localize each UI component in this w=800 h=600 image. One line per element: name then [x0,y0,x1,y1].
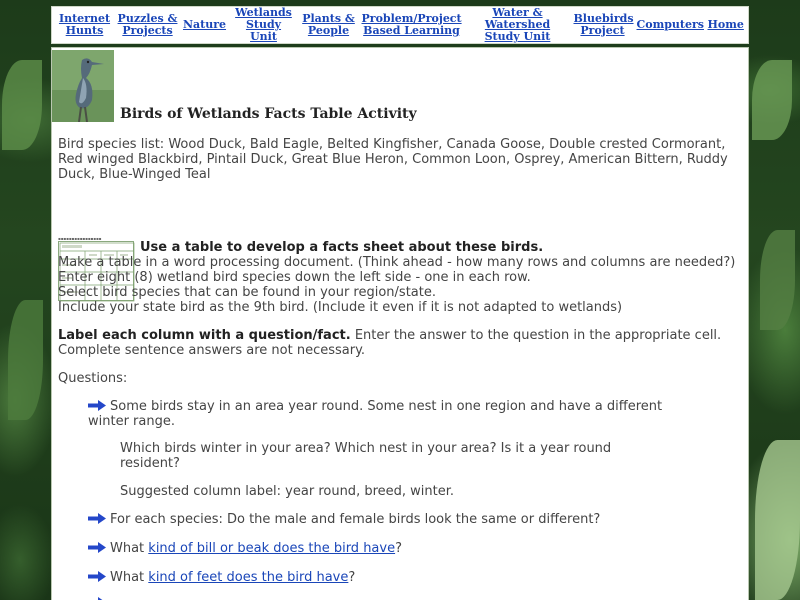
nav-link-nature[interactable]: Nature [182,18,227,31]
top-nav-bar [51,6,749,44]
arrow-right-icon [88,571,106,582]
nav-link-computers[interactable]: Computers [636,18,704,31]
instruction-line: Enter eight (8) wetland bird species down the left side - one in each row. [58,270,531,285]
question-item [88,541,708,556]
bill-beak-link[interactable]: kind of bill or beak does the bird have [148,541,396,556]
instruction-list [58,255,735,315]
nav-link-water-watershed[interactable]: Water & Watershed Study Unit [484,6,551,43]
instruction-line: Select bird species that can be found in your region/state. [58,285,436,300]
nav-link-home[interactable]: Home [707,18,744,31]
foliage-decoration [752,60,792,140]
question-suffix: ? [395,541,402,556]
main-content-panel [51,47,749,600]
question-text: Some birds stay in an area year round. Some nest in one region and have a different winter range. [88,399,663,429]
foliage-decoration [2,60,42,150]
foliage-decoration [755,440,800,600]
label-columns-bold: Label each column with a question/fact. [58,328,351,343]
instruction-line: Include your state bird as the 9th bird. (Include it even if it is not adapted to wetlands) [58,300,623,315]
foliage-decoration [760,230,795,330]
nav-link-problem-project-learning[interactable]: Problem/Project Based Learning [361,12,462,37]
arrow-right-icon [88,542,106,553]
question-item-partial [88,596,128,600]
question-text: For each species: Do the male and female birds look the same or different? [110,512,601,527]
question-suffix: ? [348,570,356,585]
foliage-decoration [8,300,43,420]
arrow-right-icon [88,400,106,411]
nav-link-bluebirds-project[interactable]: Bluebirds Project [573,12,634,37]
instruction-line: Make a table in a word processing document. (Think ahead - how many rows and columns are needed?) [58,255,736,270]
feet-link[interactable]: kind of feet does the bird have [148,570,349,585]
question-subtext: Which birds winter in your area? Which nest in your area? Is it a year round resident? [120,441,612,471]
label-columns-paragraph [58,328,742,358]
question-text: What [110,570,149,585]
question-item [88,570,708,585]
question-subtext: Suggested column label: year round, breed, winter. [120,484,455,499]
nav-link-wetlands-study-unit[interactable]: Wetlands Study Unit [235,6,292,43]
question-text: What [110,541,149,556]
nav-link-plants-people[interactable]: Plants & People [302,12,355,37]
arrow-right-icon [88,513,106,524]
nav-link-puzzles-projects[interactable]: Puzzles & Projects [117,12,178,37]
question-item [88,512,708,527]
question-item [88,399,678,429]
heron-photo [52,50,114,122]
table-instruction-lead: Use a table to develop a facts sheet about these birds. [140,240,544,255]
label-columns-rest: Enter the answer to the question in the appropriate cell. Complete sentence answers are not necessary. [58,328,722,358]
thumbnail-caption: ▪▪▪▪▪▪▪▪▪▪▪▪▪▪▪▪ [58,236,102,241]
page-title: Birds of Wetlands Facts Table Activity [120,106,417,122]
questions-heading: Questions: [58,371,128,386]
species-list-text: Bird species list: Wood Duck, Bald Eagle, Belted Kingfisher, Canada Goose, Double crested Cormorant, Red winged Blackbird, Pintail Duck, Great Blue Heron, Common Loon, Osprey, American Bittern, Ruddy Duck, Blue-Winged Teal [58,137,728,182]
nav-link-internet-hunts[interactable]: Internet Hunts [58,12,111,37]
